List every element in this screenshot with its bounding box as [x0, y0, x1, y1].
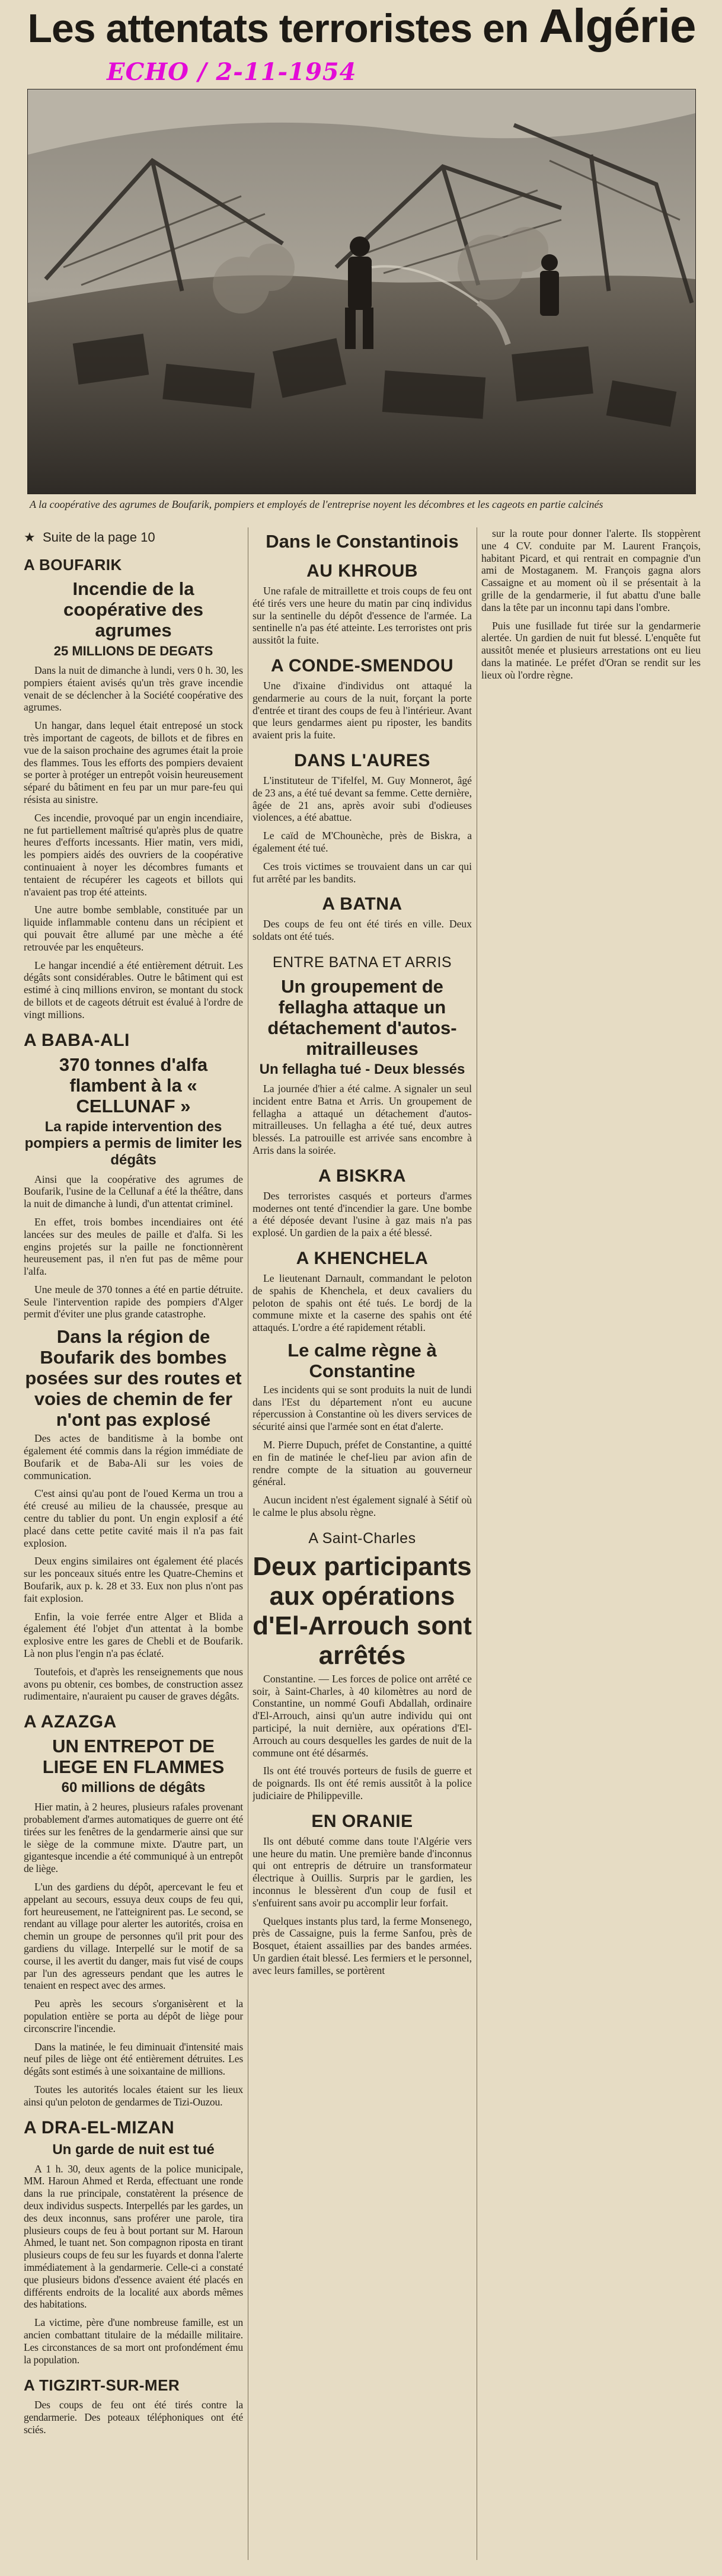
place-dra-el-mizan: A DRA-EL-MIZAN [24, 2117, 175, 2137]
photo-caption: A la coopérative des agrumes de Boufarik, pompiers et employés de l'entreprise noyent les décombres et les cageots en partie calcinés [30, 498, 603, 510]
place-tigzirt: A TIGZIRT-SUR-MER [24, 2376, 180, 2395]
article-paragraph: En effet, trois bombes incendiaires ont été lancées sur des meules de paille et d'alfa. Si les engins projetés sur la paille ne fonctionnèrent heureusement pas, il n'en fut pas de même pour l'alfa. [24, 1215, 243, 1278]
article-paragraph: Ces incendie, provoqué par un engin incendiaire, ne fut partiellement maîtrisé qu'après plus de quatre heures d'efforts incessants. Hier matin, vers midi, les pompiers aidés des ouvriers de la coopérative continuaient à noyer les décombres fumants et tentaient de récupérer les cageots et billots qui n'avaient pas trop été atteints. [24, 811, 243, 898]
headline-el-arrouch: Deux participants aux opérations d'El-Arrouch sont arrêtés [253, 1551, 472, 1670]
article-paragraph: Des coups de feu ont été tirés contre la gendarmerie. Des poteaux téléphoniques ont été sciés. [24, 2399, 243, 2436]
column-1 [24, 527, 243, 2560]
place-baba-ali: A BABA-ALI [24, 1030, 130, 1050]
article-paragraph: A 1 h. 30, deux agents de la police municipale, MM. Haroun Ahmed et Rerda, effectuant une ronde dans la rue principale, constatèrent la présence de deux individus suspects. Interpellés par les gardes, un des deux inconnus, sans proférer une parole, tira plusieurs coups de feu à bout portant sur M. Haroun Ahmed, le tuant net. Son compagnon riposta en tirant plusieurs coups de feu sur les fuyards et donna l'alerte immédiatement à la gendarmerie. Celle-ci a constaté que plusieurs bidons d'essence avaient été placés en différents endroits de la localité aux abords mêmes des habitations. [24, 2162, 243, 2311]
article-paragraph: Le hangar incendié a été entièrement détruit. Les dégâts sont considérables. Outre le bâtiment qui est estimé à cinq millions environ, se montant du stock de billots et de cageots détruit est évalué à l'ordre de vingt millions. [24, 959, 243, 1020]
place-biskra: A BISKRA [318, 1166, 406, 1186]
column-2 [253, 527, 472, 2560]
place-saint-charles: A Saint-Charles [308, 1529, 416, 1547]
article-paragraph: Ils ont débuté comme dans toute l'Algérie vers une heure du matin. Une première bande d'inconnus qui ont entrepris de détruire un transformateur électrique à Ouillis. Surpris par le gardien, les inconnus le blessèrent d'un coup de fusil et s'enfuirent sans avoir pu accomplir leur forfait. [253, 1835, 472, 1909]
article-paragraph: Hier matin, à 2 heures, plusieurs rafales provenant probablement d'armes automatiques de guerre ont été tirées sur les fenêtres de la gendarmerie ainsi que sur le siège de la commune mixte. D'autre part, un gigantesque incendie a été communiqué à un entrepôt de liège. [24, 1801, 243, 1875]
article-paragraph: Dans la nuit de dimanche à lundi, vers 0 h. 30, les pompiers étaient avisés qu'un très grave incendie venait de se déclencher à la Société coopérative des agrumes. [24, 664, 243, 713]
article-paragraph: Une autre bombe semblable, constituée par un liquide inflammable contenu dans un récipient et qui pouvait être allumé par une mèche a été retrouvée par les enquêteurs. [24, 904, 243, 953]
article-paragraph: Toutes les autorités locales étaient sur les lieux ainsi qu'un peloton de gendarmes de Tizi-Ouzou. [24, 2083, 243, 2108]
article-paragraph: C'est ainsi qu'au pont de l'oued Kerma un trou a été creusé au milieu de la chaussée, presque au centre du tablier du pont. Un engin explosif a été placé dans cette petite cavité mais il n'a pas fait explosion. [24, 1487, 243, 1549]
article-paragraph: L'un des gardiens du dépôt, apercevant le feu et appelant au secours, essuya deux coups de feu qui, fort heureusement, ne l'atteignirent pas. Le second, se rendant au village pour alerter les autorités, croisa en chemin un groupe de personnes qu'il prit pour des gardiens du village. Interpellé sur le motif de sa course, il les avertit du danger, mais fut visé de coups par l'un des agresseurs pendant que les autres le tenaient en respect avec des armes. [24, 1881, 243, 1992]
subhead-azazga: 60 millions de dégâts [61, 1780, 206, 1796]
title-algerie: Algérie [539, 0, 696, 52]
source-date-stamp: ECHO / 2-11-1954 [107, 58, 357, 86]
place-khenchela: A KHENCHELA [296, 1248, 429, 1268]
section-constantinois: Dans le Constantinois [266, 531, 459, 552]
article-paragraph: Le lieutenant Darnault, commandant le peloton de spahis de Khenchela, et deux cavaliers du peloton de spahis ont été tués. Le bordj de la commune mixte et la caserne des spahis ont été attaqués. L'ordre a été rapidement rétabli. [253, 1272, 472, 1334]
article-paragraph: Aucun incident n'est également signalé à Sétif où le calme le plus absolu règne. [253, 1494, 472, 1519]
news-photo [27, 89, 696, 494]
place-khroub: AU KHROUB [306, 561, 418, 581]
article-paragraph: Une d'ixaine d'individus ont attaqué la gendarmerie au cours de la nuit, forçant la porte d'entrée et tirant des coups de feu à l'intérieur. Avant que leurs gendarmes aient pu riposter, les bandits avaient pris la fuite. [253, 679, 472, 741]
article-paragraph: Un hangar, dans lequel était entreposé un stock très important de cageots, de billots et de fibres en vue de la saison prochaine des agrumes était la proie des flammes. Tous les efforts des pompiers devaient se porter à protéger un entrepôt voisin heureusement séparé du bâtiment en feu par un mur pare-feu qui résista au sinistre. [24, 719, 243, 805]
headline-constantine: Le calme règne à Constantine [287, 1339, 437, 1381]
place-azazga: A AZAZGA [24, 1712, 117, 1732]
headline-region-boufarik: Dans la région de Boufarik des bombes posées sur des routes et voies de chemin de fer n'ont pas explosé [25, 1326, 242, 1431]
article-paragraph: La journée d'hier a été calme. A signaler un seul incident entre Batna et Arris. Un groupement de fellagha a attaqué un détachement d'autos-mitrailleuses. Un fellagha a été tué, deux autres blessés. La patrouille est arrivée sans encombre à Arris dans la soirée. [253, 1082, 472, 1156]
headline-dra-el-mizan: Un garde de nuit est tué [52, 2141, 215, 2158]
place-aures: DANS L'AURES [294, 750, 430, 770]
subhead-batna-arris: Un fellagha tué - Deux blessés [259, 1061, 465, 1077]
headline-baba-ali: 370 tonnes d'alfa flambent à la « CELLUNAF » [59, 1054, 208, 1116]
article-paragraph: Des terroristes casqués et porteurs d'armes modernes ont tenté d'incendier la gare. Une bombe a été déposée devant l'usine à gaz mais n'a pas explosé. Un gardien de la paix a été blessé. [253, 1189, 472, 1239]
article-paragraph: Ils ont été trouvés porteurs de fusils de guerre et de poignards. Ils ont été remis aussitôt à la police judiciaire de Philippeville. [253, 1765, 472, 1802]
place-boufarik: A BOUFARIK [24, 556, 122, 574]
continued-note: ★ Suite de la page 10 [24, 530, 155, 545]
article-paragraph: M. Pierre Dupuch, préfet de Constantine, a quitté en fin de matinée le chef-lieu par avion afin de rendre compte de la situation au gouverneur général. [253, 1439, 472, 1488]
article-paragraph: Enfin, la voie ferrée entre Alger et Blida a également été l'objet d'un attentat à la bombe explosive entre les gares de Chebli et de Boufarik. Là non plus l'engin n'a pas éclaté. [24, 1610, 243, 1660]
page-title [18, 0, 705, 52]
article-paragraph: Toutefois, et d'après les renseignements que nous avons pu obtenir, ces bombes, de construction assez rudimentaire, n'auraient pu causer de graves dégâts. [24, 1665, 243, 1703]
column-3 [481, 527, 701, 2560]
place-oranie: EN ORANIE [311, 1811, 413, 1831]
article-paragraph: Une rafale de mitraillette et trois coups de feu ont été tirés vers une heure du matin par cinq individus sur la sentinelle du dépôt d'essence de l'armée. La sentinelle n'a pas été atteinte. Les terroristes ont pris aussitôt la fuite. [253, 585, 472, 647]
article-paragraph: Puis une fusillade fut tirée sur la gendarmerie alertée. Un gardien de nuit fut blessé. L'enquête fut aussitôt menée et plusieurs arrestations ont eu lieu dans la matinée. Le préfet d'Oran se rendit sur les lieux où l'ordre règne. [481, 619, 701, 681]
article-paragraph: sur la route pour donner l'alerte. Ils stoppèrent une 4 CV. conduite par M. Laurent François, habitant Picard, et qui rentrait en compagnie d'un ami de Mostaganem. M. François gagna alors Cassaigne et au moment où il se présentait à la grille de la gendarmerie, il fut abattu d'une balle dans la tête par un inconnu tapi dans l'ombre. [481, 527, 701, 613]
article-paragraph: Dans la matinée, le feu diminuait d'intensité mais neuf piles de liège ont été entièrement détruites. Les dégâts sont estimés à une soixantaine de millions. [24, 2040, 243, 2078]
article-paragraph: Ainsi que la coopérative des agrumes de Boufarik, l'usine de la Cellunaf a été la théâtre, dans la nuit de dimanche à lundi, d'un attentat criminel. [24, 1173, 243, 1210]
headline-batna-arris: Un groupement de fellagha attaque un détachement d'autos-mitrailleuses [267, 975, 457, 1059]
title-main: Les attentats terroristes en [27, 6, 529, 51]
continued-text: Suite de la page 10 [42, 530, 155, 545]
article-paragraph: Constantine. — Les forces de police ont arrêté ce soir, à Saint-Charles, à 40 kilomètres au nord de Constantine, un nommé Goufi Abdallah, ordinaire d'El-Arrouch, ainsi qu'un autre individu qui ont participé, la nuit dernière, aux opérations d'El-Arrouch au cours desquelles les gardes de nuit de la commune ont été désarmés. [253, 1672, 472, 1759]
article-paragraph: Le caïd de M'Chounèche, près de Biskra, a également été tué. [253, 830, 472, 854]
article-paragraph: Des actes de banditisme à la bombe ont également été commis dans la région immédiate de Boufarik et de Baba-Ali sur les voies de communication. [24, 1432, 243, 1481]
headline-azazga: UN ENTREPOT DE LIEGE EN FLAMMES [42, 1736, 225, 1778]
subhead-baba-ali: La rapide intervention des pompiers a permis de limiter les dégâts [24, 1118, 242, 1168]
article-paragraph: Deux engins similaires ont également été placés sur les ponceaux situés entre les Quatre-Chemins et Boufarik, aux p. k. 28 et 33. Eux non plus n'ont pas fait explosion. [24, 1555, 243, 1604]
subhead-boufarik: 25 MILLIONS DE DEGATS [53, 644, 213, 658]
article-paragraph: Les incidents qui se sont produits la nuit de lundi dans l'Est du département n'ont eu aucune répercussion à Constantine où les divers services de sécurité ainsi que l'armée sont en état d'alerte. [253, 1383, 472, 1433]
place-batna: A BATNA [322, 894, 402, 914]
place-conde-smendou: A CONDE-SMENDOU [270, 655, 454, 676]
article-paragraph: L'instituteur de T'ifelfel, M. Guy Monnerot, âgé de 23 ans, a été tué devant sa femme. Cette dernière, âgée de 21 ans, après avoir subi d'odieuses violences, a été abattue. [253, 774, 472, 824]
photo-illustration [28, 89, 695, 494]
article-paragraph: Peu après les secours s'organisèrent et la population entière se porta au dépôt de liège pour circonscrire l'incendie. [24, 1998, 243, 2034]
article-paragraph: Quelques instants plus tard, la ferme Monsenego, près de Cassaigne, puis la ferme Sanfou, près de Bosquet, étaient assaillies par des bandes armées. Un gardien était blessé. Les fermiers et le personnel, avec leurs familles, se portèrent [253, 1915, 472, 1976]
article-paragraph: Une meule de 370 tonnes a été en partie détruite. Seule l'intervention rapide des pompiers d'Alger permit d'éviter une plus grande catastrophe. [24, 1283, 243, 1320]
headline-boufarik: Incendie de la coopérative des agrumes [63, 578, 204, 641]
article-paragraph: Des coups de feu ont été tirés en ville. Deux soldats ont été tués. [253, 918, 472, 943]
article-paragraph: Ces trois victimes se trouvaient dans un car qui fut arrêté par les bandits. [253, 860, 472, 885]
article-paragraph: La victime, père d'une nombreuse famille, est un ancien combattant titulaire de la médaille militaire. Les circonstances de sa mort ont profondément ému la population. [24, 2316, 243, 2366]
place-batna-arris: ENTRE BATNA ET ARRIS [272, 953, 452, 971]
